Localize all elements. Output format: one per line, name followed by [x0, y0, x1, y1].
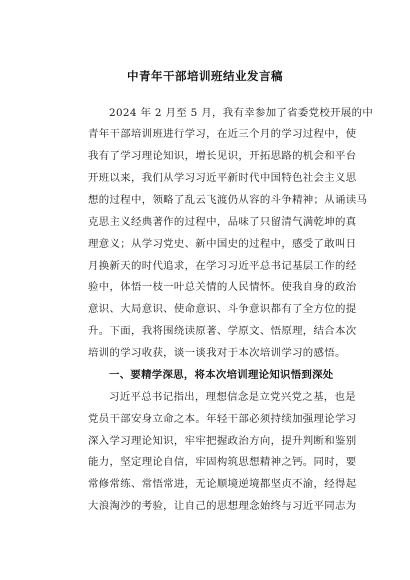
paragraph-line: 理意义；从学习党史、新中国史的过程中，感受了敢叫日 — [88, 238, 357, 250]
paragraph-line: 克思主义经典著作的过程中，品味了只留清气满乾坤的真 — [88, 216, 357, 228]
paragraph-line: 党员干部安身立命之本。年轻干部必须持续加强理论学习 — [88, 413, 357, 425]
paragraph-line: 常修常练、常悟常进，无论顺境逆境都坚贞不渝，经得起 — [88, 478, 357, 490]
paragraph-line: 培训的学习收获，谈一谈我对于本次培训学习的感悟。 — [88, 347, 346, 359]
paragraph-line: 月换新天的时代追求，在学习习近平总书记基层工作的经 — [88, 260, 357, 272]
paragraph-line: 青年干部培训班进行学习，在近三个月的学习过程中，使 — [88, 128, 357, 140]
paragraph-line: 验中，体悟一枝一叶总关情的人民情怀。使我自身的政治 — [88, 281, 357, 293]
paragraph-line: 升。下面，我将围绕读原著、学原文、悟原理，结合本次 — [88, 325, 357, 337]
paragraph-line: 大浪淘沙的考验，让自己的思想理念始终与习近平同志为 — [88, 500, 357, 512]
paragraph-line: 想的过程中，领略了乱云飞渡仍从容的斗争精神；从诵读马 — [88, 194, 368, 206]
document-title: 中青年干部培训班结业发言稿 — [127, 69, 283, 83]
paragraph-line: 2024 年 2 月至 5 月，我有幸参加了省委党校开展的中 — [109, 107, 374, 119]
paragraph-line: 我有了学习理论知识，增长见识，开拓思路的机会和平台 — [88, 150, 357, 162]
paragraph-line: 开班以来，我们从学习习近平新时代中国特色社会主义思 — [88, 172, 357, 184]
paragraph-line: 意识、大局意识、使命意识、斗争意识都有了全方位的提 — [88, 303, 357, 315]
paragraph-line: 习近平总书记指出，理想信念是立党兴党之基，也是 — [109, 391, 357, 403]
paragraph-line: 能力，坚定理论自信，牢固构筑思想精神之钙。同时，要 — [88, 456, 357, 468]
section-heading: 一、要精学深思，将本次培训理论知识悟到深处 — [109, 369, 334, 381]
paragraph-line: 深入学习理论知识，牢牢把握政治方向，提升判断和鉴别 — [88, 435, 357, 447]
